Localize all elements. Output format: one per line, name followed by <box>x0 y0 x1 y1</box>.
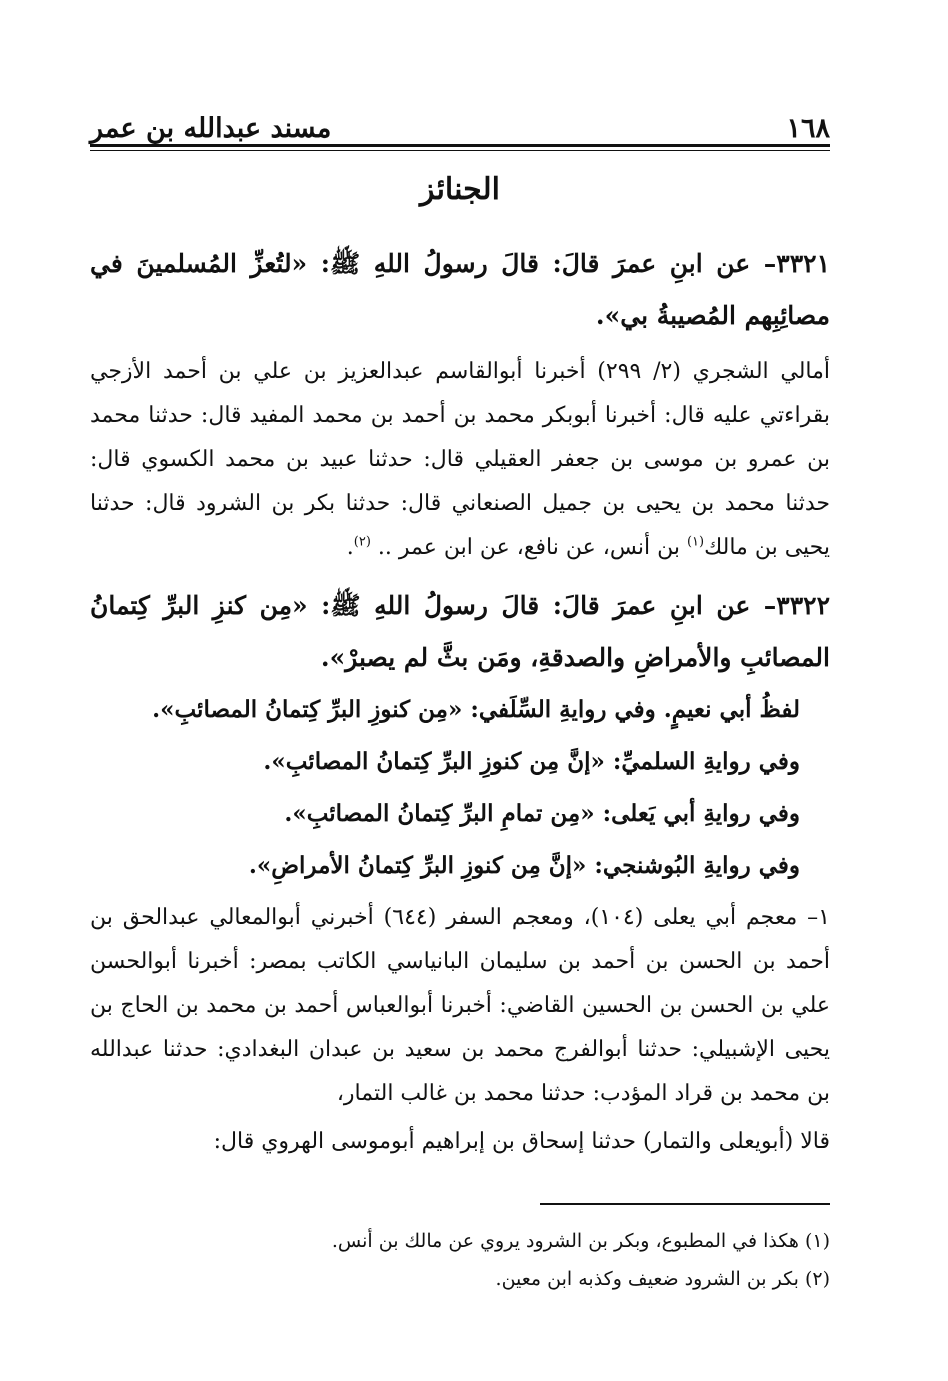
book-title: مسند عبدالله بن عمر <box>90 113 332 144</box>
page-number: ١٦٨ <box>786 113 830 144</box>
variant-line: وفي روايةِ أبي يَعلى: «مِن تمامِ البرِّ كِتمانُ المصائبِ». <box>284 800 800 827</box>
header-rule-thin <box>90 150 830 151</box>
hadith-3321-source <box>90 350 830 570</box>
header-rule-thick <box>90 144 830 147</box>
hadith-3322-source-1: ١– معجم أبي يعلى (١٠٤)، ومعجم السفر (٦٤٤) أخبرني أبوالمعالي عبدالحق بن أحمد بن الحسن بن أحمد بن سليمان البانياسي الكاتب بمصر: أخبرنا أبوالحسن علي بن الحسن بن الحسين القاضي: أخبرنا أبوالعباس أحمد بن محمد بن الحاج بن يحيى الإشبيلي: حدثنا أبوالفرج محمد بن سعيد بن عبدان البغدادي: حدثنا عبدالله بن محمد بن قراد المؤدب: حدثنا محمد بن غالب التمار، <box>90 905 830 1106</box>
variant-line: وفي روايةِ السلميِّ: «إنَّ مِن كنوزِ البرِّ كِتمانُ المصائبِ». <box>263 748 800 775</box>
section-title: الجنائز <box>420 172 500 207</box>
hadith-3321: ٣٣٢١– عن ابنِ عمرَ قالَ: قالَ رسولُ اللهِ ﷺ: «لتُعزِّ المُسلمينَ في مصائِبِهم المُصيبةُ بي». <box>90 249 830 330</box>
source-text-b: بن أنس، عن نافع، عن ابن عمر .. <box>370 535 687 560</box>
variant-line: لفظُ أبي نعيمٍ. وفي روايةِ السِّلَفي: «مِن كنوزِ البرِّ كِتمانُ المصائبِ». <box>152 696 800 723</box>
variant-line: وفي روايةِ البُوشنجي: «إنَّ مِن كنوزِ البرِّ كِتمانُ الأمراضِ». <box>248 852 800 879</box>
hadith-3322-source-2: قالا (أبويعلى والتمار) حدثنا إسحاق بن إبراهيم أبوموسى الهروي قال: <box>213 1129 830 1154</box>
footnote-separator <box>540 1203 830 1205</box>
footnotes <box>90 1222 830 1298</box>
source-text-c: . <box>346 535 354 560</box>
footnote-ref-2[interactable]: (٢) <box>353 534 371 550</box>
spacer <box>90 570 830 580</box>
footnote-1: (١) هكذا في المطبوع، وبكر بن الشرود يروي عن مالك بن أنس. <box>331 1230 830 1252</box>
footnote-2: (٢) بكر بن الشرود ضعيف وكذبه ابن معين. <box>495 1268 830 1290</box>
footnote-ref-1[interactable]: (١) <box>686 534 705 550</box>
page-header <box>90 108 830 144</box>
hadith-3322: ٣٣٢٢– عن ابنِ عمرَ قالَ: قالَ رسولُ اللهِ ﷺ: «مِن كنزِ البرِّ كِتمانُ المصائبِ والأمراضِ والصدقةِ، ومَن بثَّ لم يصبرْ». <box>90 591 830 672</box>
source-text-a: أمالي الشجري (٢/ ٢٩٩) أخبرنا أبوالقاسم عبدالعزيز بن علي بن أحمد الأزجي بقراءتي عليه قال: أخبرنا أبوبكر محمد بن أحمد بن محمد المفيد قال: حدثنا محمد بن عمرو بن موسى بن جعفر العقيلي قال: حدثنا عبيد بن محمد الكسوي قال: حدثنا محمد بن يحيى بن جميل الصنعاني قال: حدثنا بكر بن الشرود قال: حدثنا يحيى بن مالك <box>90 359 831 560</box>
main-text <box>90 238 830 1164</box>
